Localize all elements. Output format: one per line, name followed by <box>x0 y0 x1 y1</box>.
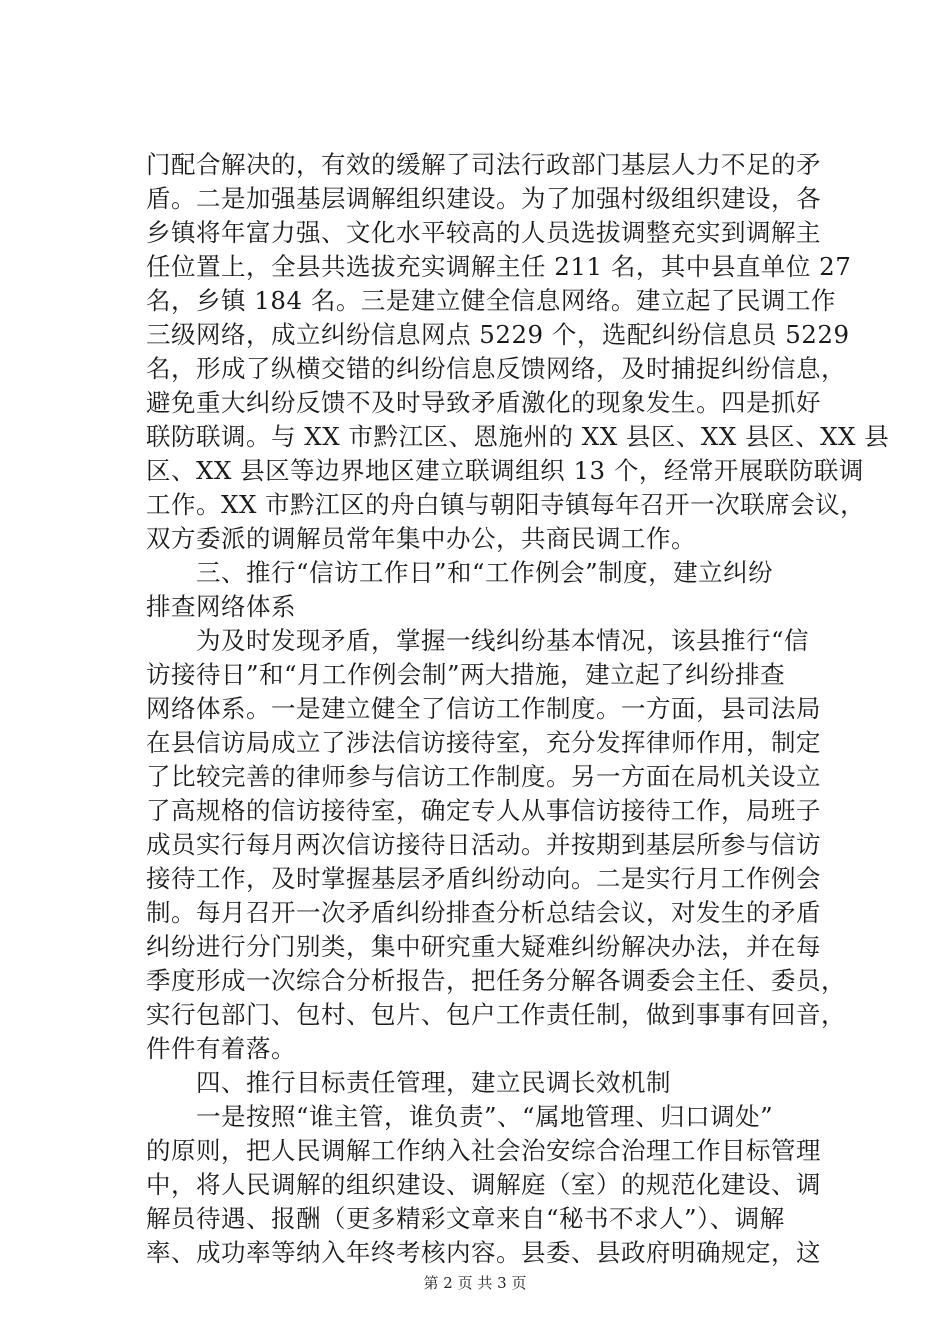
text-line: 了比较完善的律师参与信访工作制度。另一方面在局机关设立 <box>146 762 821 791</box>
text-line: 制。每月召开一次矛盾纠纷排查分析总结会议，对发生的矛盾 <box>146 898 821 927</box>
section-heading-line: 三、推行“信访工作日”和“工作例会”制度，建立纠纷 <box>146 558 774 587</box>
text-line: 区、XX 县区等边界地区建立联调组织 13 个，经常开展联防联调 <box>146 456 864 485</box>
text-line: 名，乡镇 184 名。三是建立健全信息网络。建立起了民调工作 <box>146 286 836 315</box>
text-line: 率、成功率等纳入年终考核内容。县委、县政府明确规定，这 <box>146 1238 821 1267</box>
text-line: 季度形成一次综合分析报告，把任务分解各调委会主任、委员， <box>146 966 846 995</box>
page-number-label: 第 2 页 共 3 页 <box>423 1274 527 1292</box>
text-line: 纠纷进行分门别类，集中研究重大疑难纠纷解决办法，并在每 <box>146 932 821 961</box>
text-line: 任位置上，全县共选拔充实调解主任 211 名，其中县直单位 27 <box>146 252 852 281</box>
text-line: 工作。XX 市黔江区的舟白镇与朝阳寺镇每年召开一次联席会议， <box>146 490 866 519</box>
section-heading-line: 四、推行目标责任管理，建立民调长效机制 <box>146 1068 671 1097</box>
document-body <box>146 148 890 1270</box>
text-line: 访接待日”和“月工作例会制”两大措施，建立起了纠纷排查 <box>146 660 786 689</box>
text-line: 门配合解决的，有效的缓解了司法行政部门基层人力不足的矛 <box>146 150 821 179</box>
text-line: 避免重大纠纷反馈不及时导致矛盾激化的现象发生。四是抓好 <box>146 388 821 417</box>
text-line: 盾。二是加强基层调解组织建设。为了加强村级组织建设，各 <box>146 184 821 213</box>
page-footer <box>0 1273 950 1293</box>
text-line: 为及时发现矛盾，掌握一线纠纷基本情况，该县推行“信 <box>146 626 810 655</box>
text-line: 解员待遇、报酬（更多精彩文章来自“秘书不求人”）、调解 <box>146 1204 785 1233</box>
text-line: 在县信访局成立了涉法信访接待室，充分发挥律师作用，制定 <box>146 728 821 757</box>
text-line: 网络体系。一是建立健全了信访工作制度。一方面，县司法局 <box>146 694 821 723</box>
text-line: 乡镇将年富力强、文化水平较高的人员选拔调整充实到调解主 <box>146 218 821 247</box>
text-line: 一是按照“谁主管，谁负责”、“属地管理、归口调处” <box>146 1102 774 1131</box>
text-line: 接待工作，及时掌握基层矛盾纠纷动向。二是实行月工作例会 <box>146 864 821 893</box>
text-line: 的原则，把人民调解工作纳入社会治安综合治理工作目标管理 <box>146 1136 821 1165</box>
text-line: 双方委派的调解员常年集中办公，共商民调工作。 <box>146 524 696 553</box>
section-heading-line: 排查网络体系 <box>146 592 296 621</box>
text-line: 中，将人民调解的组织建设、调解庭（室）的规范化建设、调 <box>146 1170 821 1199</box>
text-line: 了高规格的信访接待室，确定专人从事信访接待工作，局班子 <box>146 796 821 825</box>
text-line: 联防联调。与 XX 市黔江区、恩施州的 XX 县区、XX 县区、XX 县 <box>146 422 890 451</box>
text-line: 名，形成了纵横交错的纠纷信息反馈网络，及时捕捉纠纷信息， <box>146 354 846 383</box>
text-line: 实行包部门、包村、包片、包户工作责任制，做到事事有回音， <box>146 1000 846 1029</box>
text-line: 件件有着落。 <box>146 1034 296 1063</box>
text-line: 三级网络，成立纠纷信息网点 5229 个，选配纠纷信息员 5229 <box>146 320 850 349</box>
text-line: 成员实行每月两次信访接待日活动。并按期到基层所参与信访 <box>146 830 821 859</box>
